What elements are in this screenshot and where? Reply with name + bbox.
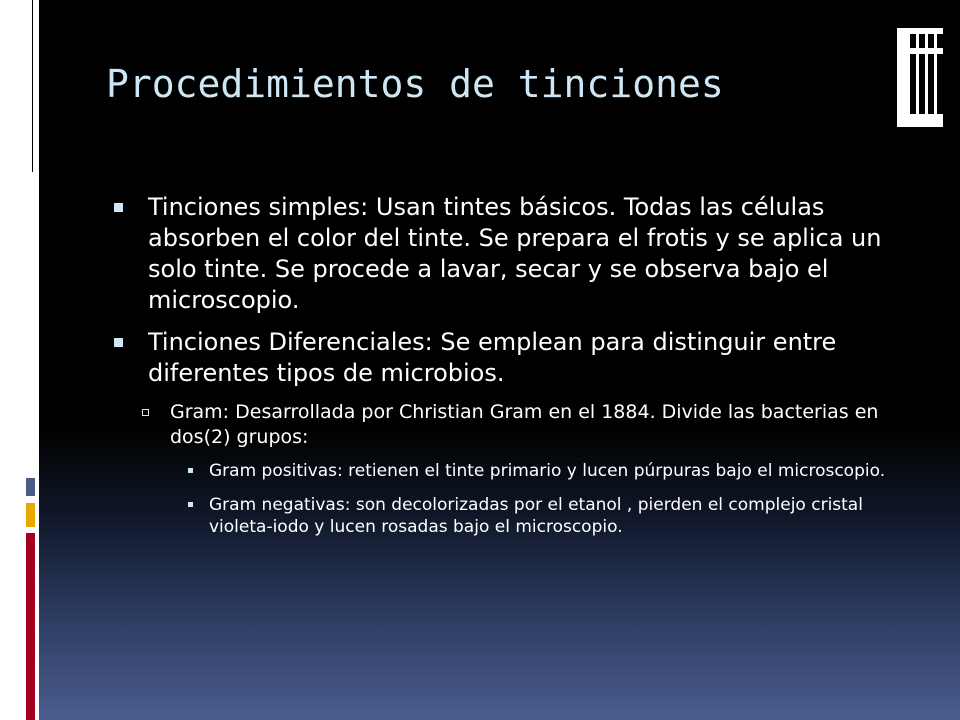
sub-bullet-text: Gram: Desarrollada por Christian Gram en el 1884. Divide las bacterias en dos(2) grupos: — [170, 401, 879, 448]
sub-bullet-gram — [112, 400, 892, 450]
square-bullet-icon — [114, 338, 123, 347]
grid-window-icon — [897, 28, 943, 127]
strip-yellow-accent — [26, 503, 35, 527]
bullet-tinciones-diferenciales — [112, 327, 892, 389]
strip-blue-accent — [26, 478, 35, 496]
bullet-text: Tinciones simples: Usan tintes básicos. Todas las células absorben el color del tinte. Se prepara el frotis y se aplica un solo tinte. Se procede a lavar, secar y se observa bajo el microscopio. — [148, 193, 882, 314]
sub-sub-bullet-text: Gram negativas: son decolorizadas por el etanol , pierden el complejo cristal violeta-iodo y lucen rosadas bajo el microscopio. — [209, 495, 863, 537]
bullet-text: Tinciones Diferenciales: Se emplean para distinguir entre diferentes tipos de microbios. — [148, 328, 837, 387]
sub-sub-bullet-gram-positivas — [112, 460, 892, 482]
sub-sub-bullet-text: Gram positivas: retienen el tinte primario y lucen púrpuras bajo el microscopio. — [209, 461, 886, 481]
small-square-bullet-icon — [188, 468, 193, 473]
left-decorative-strip — [0, 0, 39, 720]
square-bullet-icon — [114, 203, 123, 212]
small-square-bullet-icon — [188, 502, 193, 507]
slide-title: Procedimientos de tinciones — [106, 62, 724, 106]
bullet-tinciones-simples — [112, 192, 892, 316]
strip-red-accent — [26, 533, 35, 720]
sub-sub-bullet-gram-negativas — [112, 494, 892, 538]
slide-content — [112, 192, 892, 550]
hollow-square-bullet-icon — [142, 409, 149, 416]
strip-divider-line — [32, 0, 33, 172]
